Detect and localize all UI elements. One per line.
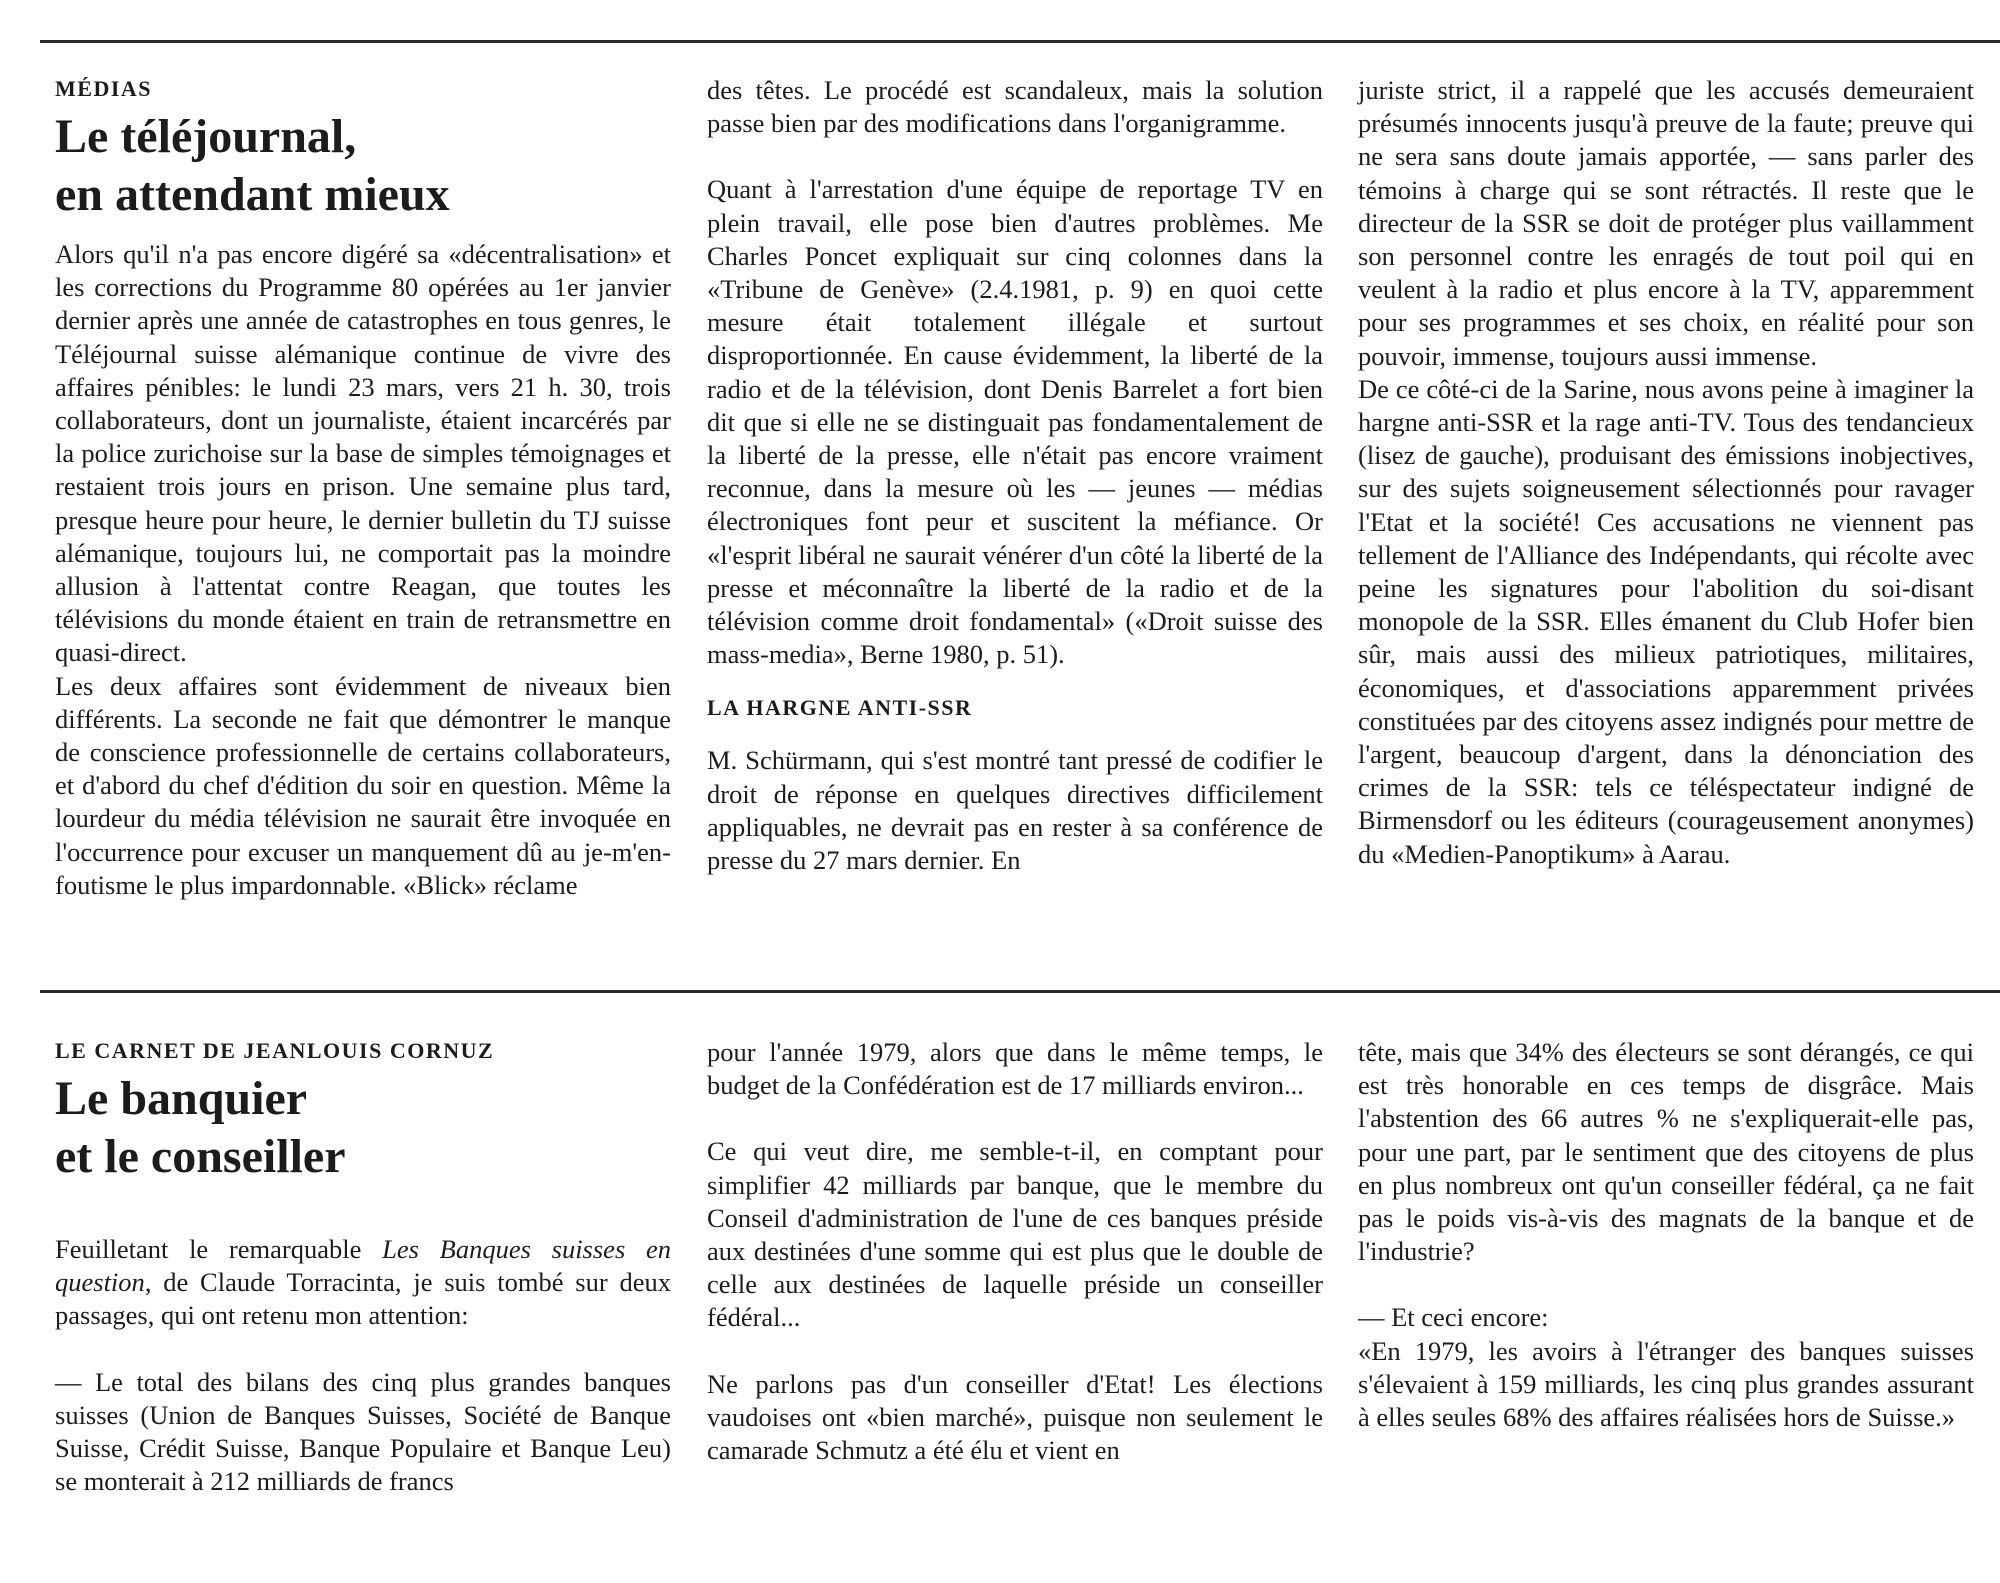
paragraph: Quant à l'arrestation d'une équipe de reportage TV en plein travail, elle pose bien d'autres problèmes. Me Charles Poncet expliquait sur cinq colonnes dans la «Tribune de Genève» (2.4.1981, p. 9) en quoi cette mesure était totalement illégale et surtout disproportionnée. En cause évidemment, la liberté de la radio et de la télévision, dont Denis Barrelet a fort bien dit que si elle ne se distinguait pas fondamentalement de la liberté de la presse, elle n'était pas encore vraiment reconnue, dans la mesure où les — jeunes — médias électroniques font peur et suscitent la méfiance. Or «l'esprit libéral ne saurait vénérer d'un côté la liberté de la presse et méconnaître la liberté de la radio et de la télévision comme droit fondamental» («Droit suisse des mass-media», Berne 1980, p. 51). xyxy=(707,174,1323,670)
article1-subhead: LA HARGNE ANTI-SSR xyxy=(707,695,973,721)
article1-kicker: MÉDIAS xyxy=(55,76,153,101)
article1-column-1 xyxy=(55,74,671,902)
article1-column-2 xyxy=(707,74,1323,877)
paragraph: Alors qu'il n'a pas encore digéré sa «décentralisation» et les corrections du Programme 80 opérées au 1er janvier dernier après une année de catastrophes en tous genres, le Téléjournal suisse alémanique continue de vivre des affaires pénibles: le lundi 23 mars, vers 21 h. 30, trois collaborateurs, dont un journaliste, étaient incarcérés par la police zurichoise sur la base de simples témoignages et restaient trois jours en prison. Une semaine plus tard, presque heure pour heure, le dernier bulletin du TJ suisse alémanique, toujours lui, ne comportait pas la moindre allusion à l'attentat contre Reagan, que toutes les télévisions du monde étaient en train de retransmettre en quasi-direct. xyxy=(55,239,671,668)
article1-headline-line2: en attendant mieux xyxy=(55,168,450,221)
paragraph: — Et ceci encore: xyxy=(1358,1302,1549,1333)
article1-column-3 xyxy=(1358,74,1974,871)
middle-rule xyxy=(40,990,2000,993)
top-rule xyxy=(40,40,2000,43)
paragraph xyxy=(55,1233,671,1333)
paragraph: pour l'année 1979, alors que dans le même temps, le budget de la Confédération est de 17 milliards environ... xyxy=(707,1037,1323,1101)
paragraph: «En 1979, les avoirs à l'étranger des banques suisses s'élevaient à 159 milliards, les cinq plus grandes assurant à elles seules 68% des affaires réalisées hors de Suisse.» xyxy=(1358,1335,1974,1433)
article2-headline xyxy=(55,1070,671,1186)
paragraph: De ce côté-ci de la Sarine, nous avons peine à imaginer la hargne anti-SSR et la rage anti-TV. Tous des tendancieux (lisez de gauche), produisant des émissions inobjectives, sur des sujets soigneusement sélectionnés pour ravager l'Etat et la société! Ces accusations ne viennent pas tellement de l'Alliance des Indépendants, qui récolte avec peine les signatures pour l'abolition du soi-disant monopole de la SSR. Elles émanent du Club Hofer bien sûr, mais aussi des milieux patriotiques, militaires, économiques, et d'associations apparemment privées constituées par des citoyens assez indignés pour mettre de l'argent, beaucoup d'argent, dans la dénonciation des crimes de la SSR: tels ce téléspectateur indigné de Birmensdorf ou les éditeurs (courageusement anonymes) du «Medien-Panoptikum» à Aarau. xyxy=(1358,373,1974,869)
paragraph: des têtes. Le procédé est scandaleux, mais la solution passe bien par des modifications dans l'organigramme. xyxy=(707,75,1323,139)
article2-headline-line2: et le conseiller xyxy=(55,1130,346,1183)
paragraph: Ce qui veut dire, me semble-t-il, en comptant pour simplifier 42 milliards par banque, que le membre du Conseil d'administration de l'une de ces banques préside aux destinées d'une somme qui est plus que le double de celle aux destinées de laquelle préside un conseiller fédéral... xyxy=(707,1136,1323,1333)
text-span: Feuilletant le remarquable xyxy=(55,1234,383,1264)
article2-kicker: LE CARNET DE JEANLOUIS CORNUZ xyxy=(55,1038,495,1063)
paragraph: M. Schürmann, qui s'est montré tant pressé de codifier le droit de réponse en quelques directives difficilement appliquables, ne devrait pas en rester à sa conférence de presse du 27 mars dernier. En xyxy=(707,745,1323,876)
paragraph: tête, mais que 34% des électeurs se sont dérangés, ce qui est très honorable en ces temps de disgrâce. Mais l'abstention des 66 autres % ne s'expliquerait-elle pas, pour une part, par le sentiment que des citoyens de plus en plus nombreux ont qu'un conseiller fédéral, ça ne fait pas le poids vis-à-vis des magnats de la banque et de l'industrie? xyxy=(1358,1037,1974,1267)
book-title: Les Banques suisses en question xyxy=(55,1234,672,1298)
article1-headline xyxy=(55,108,671,224)
paragraph: Ne parlons pas d'un conseiller d'Etat! Les élections vaudoises ont «bien marché», puisque non seulement le camarade Schmutz a été élu et vient en xyxy=(707,1368,1323,1466)
paragraph: juriste strict, il a rappelé que les accusés demeuraient présumés innocents jusqu'à preuve de la faute; preuve qui ne sera sans doute jamais apportée, — sans parler des témoins à charge qui se sont rétractés. Il reste que le directeur de la SSR se doit de protéger plus vaillamment son personnel contre les enragés de tout poil qui en veulent à la radio et plus encore à la TV, apparemment pour ses programmes et ses choix, en réalité pour son pouvoir, immense, toujours aussi immense. xyxy=(1358,75,1974,371)
text-span: , de Claude Torracinta, je suis tombé sur deux passages, qui ont retenu mon attention: xyxy=(55,1267,671,1331)
article2-column-2 xyxy=(707,1036,1323,1467)
article1-headline-line1: Le téléjournal, xyxy=(55,110,357,163)
article2-column-3 xyxy=(1358,1036,1974,1434)
article2-column-1 xyxy=(55,1036,671,1498)
paragraph: Les deux affaires sont évidemment de niveaux bien différents. La seconde ne fait que démontrer le manque de conscience professionnelle de certains collaborateurs, et d'abord du chef d'édition du soir en question. Même la lourdeur du média télévision ne saurait être invoquée en l'occurrence pour excuser un manquement dû au je-m'en-foutisme le plus impardonnable. «Blick» réclame xyxy=(55,670,671,900)
paragraph: — Le total des bilans des cinq plus grandes banques suisses (Union de Banques Suisses, Société de Banque Suisse, Crédit Suisse, Banque Populaire et Banque Leu) se monterait à 212 milliards de francs xyxy=(55,1366,671,1497)
article2-headline-line1: Le banquier xyxy=(55,1072,308,1125)
